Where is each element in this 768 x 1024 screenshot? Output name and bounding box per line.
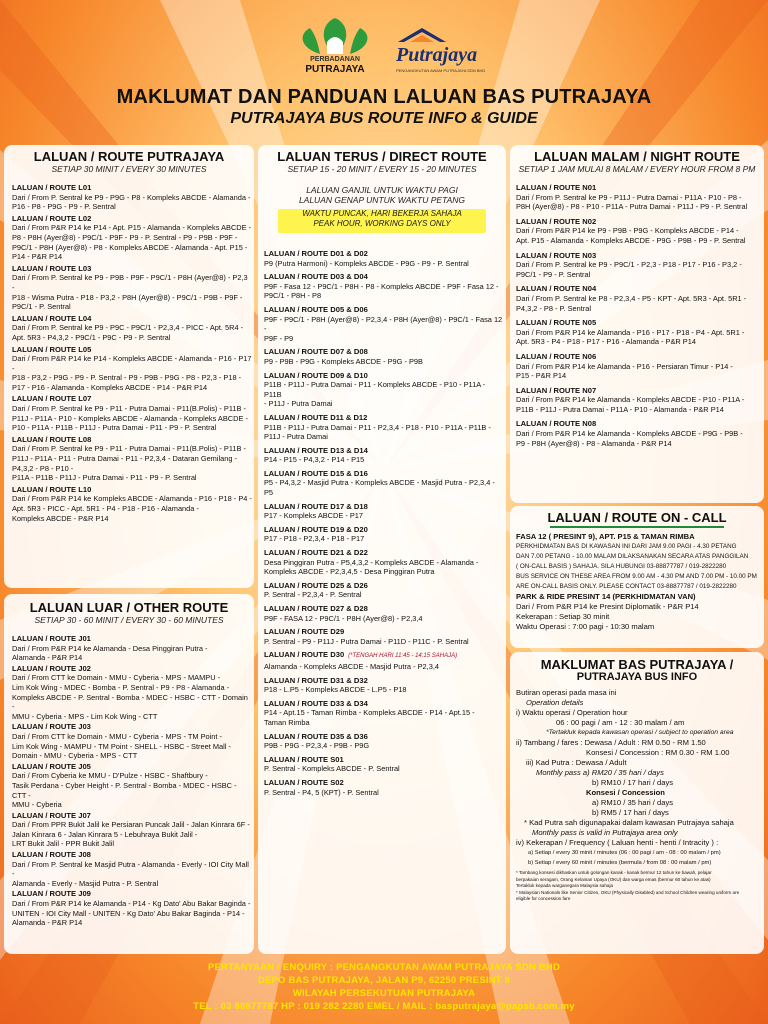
panel-title: LALUAN / ROUTE PUTRAJAYA xyxy=(33,149,225,164)
route-stops: P8H (Ayer@8) - P8 - P10 - P11A - Putra Damai - P11J - P9 - P. Sentral xyxy=(516,202,748,212)
route-title: LALUAN / ROUTE N05 xyxy=(516,318,597,328)
even-route-note: LALUAN GENAP UNTUK WAKTU PETANG xyxy=(298,195,466,205)
route-title: LALUAN / ROUTE N03 xyxy=(516,250,597,260)
odd-route-note: LALUAN GANJIL UNTUK WAKTU PAGI xyxy=(306,185,458,195)
route-stops: P10 - P11A - P11B - P11J - Putra Damai - P11 - P9 - P. Sentral xyxy=(12,423,217,433)
route-entry xyxy=(516,183,762,212)
on-call-line: ARE ON-CALL BASIS ONLY. PLEASE CONTACT 03-88877787 / 019-2822280 xyxy=(516,583,737,590)
route-entry xyxy=(264,371,504,409)
route-stops: Alamanda - Everly - Masjid Putra - P. Sentral xyxy=(12,878,159,888)
route-stops: MMU - Cyberia - MPS - Lim Kok Wing - CTT xyxy=(12,711,158,721)
route-stops: Taman Rimba xyxy=(264,717,310,727)
route-entry xyxy=(12,345,252,393)
route-stops: Dari / From P&R P14 ke Alamanda - Kompleks ABCDE - P10 - P11A - xyxy=(516,395,745,405)
route-title: LALUAN / ROUTE N02 xyxy=(516,216,597,226)
route-stops: P18 - Wisma Putra - P18 - P3,2 - P8H (Ayer@8) - P9C/1 - P9B - P9F - xyxy=(12,292,243,302)
route-stops: P9F - FASA 12 - P9C/1 - P8H (Ayer@8) - P2,3,4 xyxy=(264,613,423,623)
info-line: iv) Kekerapan / Frequency ( Laluan henti - henti / Intracity ) : xyxy=(516,838,719,847)
route-title: LALUAN / ROUTE L01 xyxy=(12,183,92,192)
route-entry xyxy=(12,314,252,343)
route-entry xyxy=(12,762,252,810)
info-line: a) RM10 / 35 hari / days xyxy=(592,798,674,807)
route-stops: P. Sentral - P4, 5 (KPT) - P. Sentral xyxy=(264,787,379,797)
route-stops: Dari / From CTT ke Domain - MMU - Cyberia - MPS - TM Point - xyxy=(12,731,222,741)
route-stops: P18 - L.P5 - Kompleks ABCDE - L.P5 - P18 xyxy=(264,685,407,695)
route-stops: Dari / From P. Sentral ke Masjid Putra - Alamanda - Everly - IOI City Mall - xyxy=(12,859,249,879)
route-entry xyxy=(264,305,504,343)
fine-print: * Tambang konsesi dikhaskan untuk golongan kanak - kanak bermur 12 tahun ke bawah, pelajar xyxy=(516,870,712,875)
on-call-details xyxy=(516,532,762,632)
route-stops: Dari / From P. Sentral ke P9 - P9C/1 - P2,3 - P18 - P17 - P16 - P3,2 - xyxy=(516,260,742,270)
route-title: LALUAN / ROUTE D27 & D28 xyxy=(264,604,368,613)
peak-hour-note xyxy=(278,209,486,233)
route-title: LALUAN / ROUTE D21 & D22 xyxy=(264,548,368,558)
route-entry xyxy=(264,732,504,751)
route-stops: P16 - P8 - P9G - P9 - P. Sentral xyxy=(12,202,116,212)
route-stops: P11J - Putra Damai xyxy=(264,432,328,442)
route-entry xyxy=(12,889,252,927)
route-stops: Dari / From P&R P14 ke Alamanda - Kompleks ABCDE - P9G - P9B - xyxy=(516,429,743,439)
route-title: LALUAN / ROUTE D25 & D26 xyxy=(264,580,368,590)
route-entry xyxy=(264,413,504,442)
route-title: LALUAN / ROUTE L08 xyxy=(12,434,92,444)
route-stops: Dari / From P. Sentral ke P8 - P2,3,4 - P5 - KPT - Apt. 5R3 - Apt. 5R1 - xyxy=(516,293,747,303)
route-title: LALUAN / ROUTE D17 & D18 xyxy=(264,501,368,511)
panel-title: LALUAN MALAM / NIGHT ROUTE xyxy=(534,149,740,164)
panel-on-call xyxy=(510,506,764,648)
route-entry xyxy=(264,249,504,268)
route-entry xyxy=(12,811,252,849)
info-line: a) Setiap / every 30 minit / minutes (06 : 00 pagi / am - 08 : 00 malam / pm) xyxy=(528,850,721,856)
route-stops: Dari / From PPR Bukit Jalil ke Persiaran Puncak Jalil - Jalan Kinrara 6F - xyxy=(12,820,250,830)
route-stops: P15 - P&R P14 xyxy=(516,371,567,381)
route-title: LALUAN / ROUTE J03 xyxy=(12,722,91,732)
peak-note-line2: PEAK HOUR, WORKING DAYS ONLY xyxy=(313,219,451,228)
route-entry xyxy=(264,502,504,521)
page-subtitle: PUTRAJAYA BUS ROUTE INFO & GUIDE xyxy=(230,110,538,127)
route-stops: Kompleks ABCDE - P&R P14 xyxy=(12,513,109,523)
route-entry xyxy=(264,604,504,623)
route-title: LALUAN / ROUTE D15 & D16 xyxy=(264,468,368,478)
on-call-line: DAN 7.00 PETANG - 10.00 MALAM DILAKSANAKAN SECARA ATAS PANGGILAN xyxy=(516,553,749,560)
route-entry xyxy=(516,251,762,280)
route-stops: Alamanda - P&R P14 xyxy=(12,918,83,928)
route-stops: - P11J - Putra Damai xyxy=(264,399,333,409)
route-note: (*TENGAH HARI 11:45 - 14:15 SAHAJA) xyxy=(348,653,458,660)
route-stops: P8 - P8H (Ayer@8) - P9C/1 - P9F - P9 - P. Sentral - P9 - P9B - P9F - xyxy=(12,232,238,242)
route-title: LALUAN / ROUTE L04 xyxy=(12,313,92,323)
route-stops: Lim Kok Wing - MAMPU - TM Point - SHELL - HSBC - Street Mall - xyxy=(12,741,231,751)
on-call-heading: FASA 12 ( PRESINT 9), APT. P15 & TAMAN RIMBA xyxy=(516,532,695,541)
route-stops: Dari / From P&R P14 ke Kompleks ABCDE - Alamanda - P16 - P18 - P4 - xyxy=(12,494,252,504)
route-stops: Dari / From P. Sentral ke P9 - P11 - Putra Damai - P11(B.Polis) - P11B - xyxy=(12,404,246,414)
park-ride-line: Waktu Operasi : 7:00 pagi - 10:30 malam xyxy=(516,622,655,631)
route-stops: Dari / From P&R P14 ke P14 - Apt. P15 - Alamanda - Kompleks ABCDE - xyxy=(12,223,252,233)
panel-other-route xyxy=(4,594,254,954)
panel-subtitle: SETIAP 30 - 60 MINIT / EVERY 30 - 60 MINUTES xyxy=(34,615,224,625)
panel-title-en: PUTRAJAYA BUS INFO xyxy=(576,671,698,683)
route-entry xyxy=(264,525,504,544)
route-entry xyxy=(12,394,252,432)
route-entry xyxy=(264,446,504,465)
route-title: LALUAN / ROUTE N01 xyxy=(516,183,597,192)
route-stops: P9C/1 - P8H (Ayer@8) - P8 - Kompleks ABCDE - Alamanda - Apt. P15 - xyxy=(12,242,248,252)
route-entry xyxy=(264,676,504,695)
route-entry xyxy=(516,318,762,347)
route-entry xyxy=(516,352,762,381)
panel-title: LALUAN / ROUTE ON - CALL xyxy=(547,510,727,525)
fine-print: berpakaian seragam, Orang Kelainan Upaya (OKU) dan warga emas (bermur 60 tahun ke atas) xyxy=(516,876,711,882)
on-call-line: ( ON-CALL BASIS ) SAHAJA. SILA HUBUNGI 03-88877787 / 019-2822280 xyxy=(516,563,727,570)
route-stops: MMU - Cyberia xyxy=(12,800,62,810)
route-entry xyxy=(516,419,762,448)
route-stops: P9C/1 - P. Sentral xyxy=(12,302,71,312)
route-entry xyxy=(12,214,252,262)
panel-night-route xyxy=(510,145,764,503)
route-entry xyxy=(12,264,252,312)
route-stops: Dari / From P&R P14 ke Alamanda - P16 - P17 - P18 - P4 - Apt. 5R1 - xyxy=(516,327,745,337)
route-stops: Apt. 5R3 - P4 - P18 - P17 - P16 - Alamanda - P&R P14 xyxy=(516,337,696,347)
route-stops: P11B - P11J - Putra Damai - P11A - P10 - Alamanda - P&R P14 xyxy=(516,404,724,414)
info-line: Monthly pass a) RM20 / 35 hari / days xyxy=(536,768,664,777)
route-title: LALUAN / ROUTE N04 xyxy=(516,284,597,294)
route-entry xyxy=(12,634,252,663)
route-stops: P17 - P18 - P2,3,4 - P18 - P17 xyxy=(264,534,365,544)
route-stops: Apt. 5R3 - PICC - Apt. 5R1 - P4 - P18 - P16 - Alamanda - xyxy=(12,504,199,513)
route-stops: P17 - Kompleks ABCDE - P17 xyxy=(264,511,363,521)
route-stops: Dari / From CTT ke Domain - MMU - Cyberia - MPS - MAMPU - xyxy=(12,673,221,683)
route-title: LALUAN / ROUTE D11 & D12 xyxy=(264,412,368,422)
route-stops: Lim Kok Wing - MDEC - Bomba - P. Sentral - P9 - P8 - Alamanda - xyxy=(12,682,230,692)
info-line: i) Waktu operasi / Operation hour xyxy=(516,708,628,717)
route-list xyxy=(12,634,252,929)
route-title: LALUAN / ROUTE J07 xyxy=(12,810,91,820)
route-title: LALUAN / ROUTE D01 & D02 xyxy=(264,249,368,258)
panel-bus-info xyxy=(510,652,764,954)
route-stops: Dari / From P. Sentral ke P9 - P9B - P9F - P9C/1 - P8H (Ayer@8) - P2,3 - xyxy=(12,273,248,292)
route-stops: Alamanda - Kompleks ABCDE - Masjid Putra - P2,3,4 xyxy=(264,661,439,671)
route-stops: Dari / From P&R P14 ke Alamanda - P14 - Kg Dato' Abu Bakar Baginda - xyxy=(12,899,251,909)
route-stops: P18 - P3,2 - P9G - P9 - P. Sentral - P9 - P9B - P9G - P8 - P2,3 - P18 - xyxy=(12,373,242,383)
park-ride-heading: PARK & RIDE PRESINT 14 (PERKHIDMATAN VAN) xyxy=(516,592,696,601)
route-stops: P9C/1 - P9 - P. Sentral xyxy=(516,269,591,279)
route-stops: P5 - P4,3,2 - Masjid Putra - Kompleks ABCDE - Masjid Putra - P2,3,4 - P5 xyxy=(264,478,495,498)
route-stops: LRT Bukit Jalil - PPR Bukit Jalil xyxy=(12,839,114,849)
route-entry xyxy=(12,485,252,523)
route-title: LALUAN / ROUTE D35 & D36 xyxy=(264,731,368,741)
route-entry xyxy=(516,217,762,246)
route-stops: P. Sentral - P2,3,4 - P. Sentral xyxy=(264,590,362,600)
info-line: * Kad Putra sah digunapakai dalam kawasan Putrajaya sahaja xyxy=(524,818,734,827)
route-stops: P9F - P9 xyxy=(264,333,294,343)
route-title: LALUAN / ROUTE L05 xyxy=(12,344,92,354)
route-stops: Jalan Kinrara 6 - Jalan Kinrara 5 - Lebuhraya Bukit Jalil - xyxy=(12,829,198,839)
route-entry xyxy=(516,386,762,415)
route-entry xyxy=(264,778,504,797)
footer-region: WILAYAH PERSEKUTUAN PUTRAJAYA xyxy=(292,988,476,999)
logo-org1-line2: PUTRAJAYA xyxy=(305,64,365,75)
route-list xyxy=(12,183,252,525)
fine-print: Tertakluk kepada warganegara Malaysia sahaja xyxy=(516,883,614,889)
route-title: LALUAN / ROUTE L03 xyxy=(12,263,92,273)
panel-subtitle: SETIAP 1 JAM MULAI 8 MALAM / EVERY HOUR FROM 8 PM xyxy=(518,164,756,174)
route-stops: P9 - P8H (Ayer@8) - P8 - Alamanda - P&R P14 xyxy=(516,438,672,448)
panel-route-putrajaya xyxy=(4,145,254,588)
route-stops: P14 - P&R P14 xyxy=(12,252,63,262)
route-entry xyxy=(12,850,252,888)
route-title: LALUAN / ROUTE D07 & D08 xyxy=(264,347,368,357)
route-title: LALUAN / ROUTE J08 xyxy=(12,850,91,860)
info-line: Monthly pass is valid in Putrajaya area only xyxy=(532,828,678,837)
park-ride-line: Dari / From P&R P14 ke Presint Diplomatik - P&R P14 xyxy=(516,602,699,611)
logo-org1-line1: PERBADANAN xyxy=(310,56,360,63)
route-stops: P9C/1 - P8H - P8 xyxy=(264,291,322,301)
route-entry xyxy=(264,699,504,728)
panel-title: MAKLUMAT BAS PUTRAJAYA / xyxy=(540,657,734,672)
park-ride-line: Kekerapan : Setiap 30 minit xyxy=(516,612,610,621)
route-stops: Kompleks ABCDE - P2,3,4,5 - Desa Pinggiran Putra xyxy=(264,567,435,577)
route-entry xyxy=(264,347,504,366)
info-line: Konsesi / Concession xyxy=(586,788,665,797)
perbadanan-putrajaya-logo xyxy=(280,14,390,78)
info-line: ii) Tambang / fares : Dewasa / Adult : RM 0.50 - RM 1.50 xyxy=(516,738,706,747)
route-stops: P. Sentral - Kompleks ABCDE - P. Sentral xyxy=(264,764,400,774)
panel-title: LALUAN LUAR / OTHER ROUTE xyxy=(29,600,229,615)
route-title: LALUAN / ROUTE J01 xyxy=(12,634,91,643)
route-stops: Dari / From Cyberia ke MMU - D'Pulze - HSBC - Shaftbury - xyxy=(12,771,208,781)
info-line: Butiran operasi pada masa ini xyxy=(516,688,617,697)
route-title: LALUAN / ROUTE D05 & D06 xyxy=(264,304,368,314)
route-stops: P17 - P16 - Alamanda - Kompleks ABCDE - P14 - P&R P14 xyxy=(12,382,208,392)
route-stops: Dari / From P&R P14 ke P14 - Kompleks ABCDE - Alamanda - P16 - P17 - xyxy=(12,354,252,373)
info-line: iii) Kad Putra : Dewasa / Adult xyxy=(526,758,627,767)
route-title: LALUAN / ROUTE S02 xyxy=(264,777,344,787)
route-stops: Apt. 5R3 - P4,3,2 - P9C/1 - P9C - P9 - P. Sentral xyxy=(12,332,171,342)
route-title: LALUAN / ROUTE L07 xyxy=(12,394,92,404)
route-stops: Desa Pinggiran Putra - P5,4,3,2 - Kompleks ABCDE - Alamanda - xyxy=(264,557,479,567)
route-entry xyxy=(264,272,504,301)
on-call-line: PERKHIDMATAN BAS DI KAWASAN INI DARI JAM 9.00 PAGI - 4.30 PETANG xyxy=(516,543,737,550)
route-title: LALUAN / ROUTE N06 xyxy=(516,351,597,361)
route-entry xyxy=(264,548,504,577)
route-stops: P11J - P11A - P11 - Putra Damai - P11 - P2,3,4 - Dataran Gemilang - P4,3,2 - P8 - P10 - xyxy=(12,454,237,473)
route-entry xyxy=(12,664,252,722)
route-stops: P11B - P11J - Putra Damai - P11 - P2,3,4 - P18 - P10 - P11A - P11B - xyxy=(264,422,491,432)
route-title: LALUAN / ROUTE S01 xyxy=(264,754,344,764)
route-stops: Domain - MMU - Cyberia - MPS - CTT xyxy=(12,751,138,761)
route-title: LALUAN / ROUTE D30 xyxy=(264,650,345,660)
route-entry xyxy=(264,627,504,646)
route-title: LALUAN / ROUTE J09 xyxy=(12,889,91,899)
panel-direct-route xyxy=(258,145,506,954)
footer-address: DEPO BAS PUTRAJAYA, JALAN P9, 62250 PRESINT 9 xyxy=(257,975,511,986)
logo-org2-name: Putrajaya xyxy=(396,44,478,66)
route-entry xyxy=(264,755,504,774)
route-title: LALUAN / ROUTE D33 & D34 xyxy=(264,698,368,708)
fine-print: * Malaysian Nationals like Senior Citizen, OKU (Physically Disabled) and School Children wearing uniform are xyxy=(516,889,740,895)
route-title: LALUAN / ROUTE D03 & D04 xyxy=(264,272,368,282)
logo-org2-sub: PENGANGKUTAN AWAM PUTRAJAYA SDN BHD xyxy=(396,68,486,73)
info-line: Operation details xyxy=(526,698,584,707)
route-stops: P9 (Putra Harmoni) - Kompleks ABCDE - P9G - P9 - P. Sentral xyxy=(264,258,469,268)
putrajaya-transport-logo xyxy=(392,24,504,80)
route-stops: P11A - P11B - P11J - Putra Damai - P11 - P9 - P. Sentral xyxy=(12,473,197,483)
route-title: LALUAN / ROUTE D31 & D32 xyxy=(264,675,368,685)
route-entry xyxy=(516,284,762,313)
panel-title: LALUAN TERUS / DIRECT ROUTE xyxy=(277,149,487,164)
info-line: *Tertakluk kepada kawasan operasi / subject to operation area xyxy=(546,729,734,736)
bus-info-details xyxy=(516,688,762,903)
route-stops: P4,3,2 - P8 - P. Sentral xyxy=(516,303,592,313)
route-entry xyxy=(264,469,504,498)
info-line: 06 : 00 pagi / am - 12 : 30 malam / am xyxy=(556,718,685,727)
route-stops: Dari / From P&R P14 ke P9 - P9B - P9G - Kompleks ABCDE - P14 - xyxy=(516,226,739,236)
route-stops: UNITEN - IOI City Mall - UNITEN - Kg Dato' Abu Bakar Baginda - P14 - xyxy=(12,908,245,918)
route-stops: P14 - Apt.15 - Taman Rimba - Kompleks ABCDE - P14 - Apt.15 - xyxy=(264,708,475,718)
title-underline xyxy=(550,526,724,528)
route-title: LALUAN / ROUTE J05 xyxy=(12,761,91,771)
page-title: MAKLUMAT DAN PANDUAN LALUAN BAS PUTRAJAYA xyxy=(116,86,652,108)
route-title: LALUAN / ROUTE N07 xyxy=(516,385,597,395)
route-list xyxy=(264,249,504,801)
route-entry xyxy=(264,650,504,671)
roof-icon xyxy=(392,24,452,46)
route-stops: P9B - P9G - P2,3,4 - P9B - P9G xyxy=(264,741,370,751)
route-title: LALUAN / ROUTE L10 xyxy=(12,484,92,494)
on-call-line: BUS SERVICE ON THESE AREA FROM 9.00 AM - 4.30 PM AND 7.00 PM - 10.00 PM xyxy=(516,573,757,580)
route-entry xyxy=(264,581,504,600)
route-stops: Dari / From P&R P14 ke Alamanda - Desa Pinggiran Putra - xyxy=(12,643,208,653)
panel-subtitle: SETIAP 30 MINIT / EVERY 30 MINUTES xyxy=(51,164,207,174)
route-stops: P9F - P9C/1 - P8H (Ayer@8) - P2,3,4 - P8H (Ayer@8) - P9C/1 - Fasa 12 - xyxy=(264,314,503,334)
route-stops: Dari / From P. Sentral ke P9 - P9G - P8 - Kompleks ABCDE - Alamanda - xyxy=(12,192,251,202)
info-line: b) Setiap / every 60 minit / minutes (bermula / from 08 : 00 malam / pm) xyxy=(528,860,712,866)
route-stops: P. Sentral - P9 - P11J - Putra Damai - P11D - P11C - P. Sentral xyxy=(264,636,469,646)
route-stops: Kompleks ABCDE - P. Sentral - Bomba - MDEC - HSBC - CTT - Domain - xyxy=(12,692,248,712)
route-stops: Dari / From P. Sentral ke P9 - P11 - Putra Damai - P11(B.Polis) - P11B - xyxy=(12,444,246,454)
route-title: LALUAN / ROUTE D19 & D20 xyxy=(264,524,368,534)
info-line: b) RM5 / 17 hari / days xyxy=(592,808,669,817)
panel-subtitle: SETIAP 15 - 20 MINIT / EVERY 15 - 20 MINUTES xyxy=(287,164,477,174)
route-entry xyxy=(12,183,252,212)
route-stops: Dari / From P. Sentral ke P9 - P9C - P9C/1 - P2,3,4 - PICC - Apt. 5R4 - xyxy=(12,323,244,333)
route-stops: P9 - P9B - P9G - Kompleks ABCDE - P9G - P9B xyxy=(264,356,423,366)
route-title: LALUAN / ROUTE N08 xyxy=(516,419,597,429)
route-stops: P9F - Fasa 12 - P9C/1 - P8H - P8 - Kompleks ABCDE - P9F - Fasa 12 - xyxy=(264,281,499,291)
footer-enquiry: PERTANYAAN / ENQUIRY : PENGANGKUTAN AWAM PUTRAJAYA SDN BHD xyxy=(207,962,561,973)
footer-contact: TEL : 03 88877787 HP : 019 282 2280 EMEL / MAIL : basputrajaya@papsb.com.my xyxy=(193,1001,575,1012)
route-stops: Tasik Perdana - Cyber Height - P. Sentral - Bomba - MDEC - HSBC - CTT - xyxy=(12,780,237,800)
route-stops: Apt. P15 - Alamanda - Kompleks ABCDE - P9G - P9B - P9 - P. Sentral xyxy=(516,235,746,245)
route-list xyxy=(516,183,762,453)
route-entry xyxy=(12,435,252,483)
route-stops: Alamanda - P&R P14 xyxy=(12,653,83,663)
route-stops: Dari / From P&R P14 ke Alamanda - P16 - Persiaran Timur - P14 - xyxy=(516,361,733,371)
route-stops: P14 - P15 - P4,3,2 - P14 - P15 xyxy=(264,455,365,465)
fine-print: eligible for concession fare xyxy=(516,896,571,902)
info-line: Konsesi / Concession : RM 0.30 - RM 1.00 xyxy=(586,748,730,757)
route-stops: Dari / From P. Sentral ke P9 - P11J - Putra Damai - P11A - P10 - P8 - xyxy=(516,192,742,202)
leaf-mosque-icon xyxy=(280,14,390,58)
peak-note-line1: WAKTU PUNCAK, HARI BEKERJA SAHAJA xyxy=(302,209,462,218)
route-stops: P11B - P11J - Putra Damai - P11 - Kompleks ABCDE - P10 - P11A - P11B xyxy=(264,380,486,399)
route-title: LALUAN / ROUTE D09 & D10 xyxy=(264,370,368,380)
route-title: LALUAN / ROUTE D29 xyxy=(264,627,345,637)
route-title: LALUAN / ROUTE L02 xyxy=(12,213,92,223)
route-entry xyxy=(12,722,252,760)
info-line: b) RM10 / 17 hari / days xyxy=(592,778,674,787)
route-stops: P11J - P11A - P10 - Kompleks ABCDE - Alamanda - Kompleks ABCDE - xyxy=(12,413,248,423)
route-title: LALUAN / ROUTE D13 & D14 xyxy=(264,445,368,455)
route-title: LALUAN / ROUTE J02 xyxy=(12,663,91,673)
